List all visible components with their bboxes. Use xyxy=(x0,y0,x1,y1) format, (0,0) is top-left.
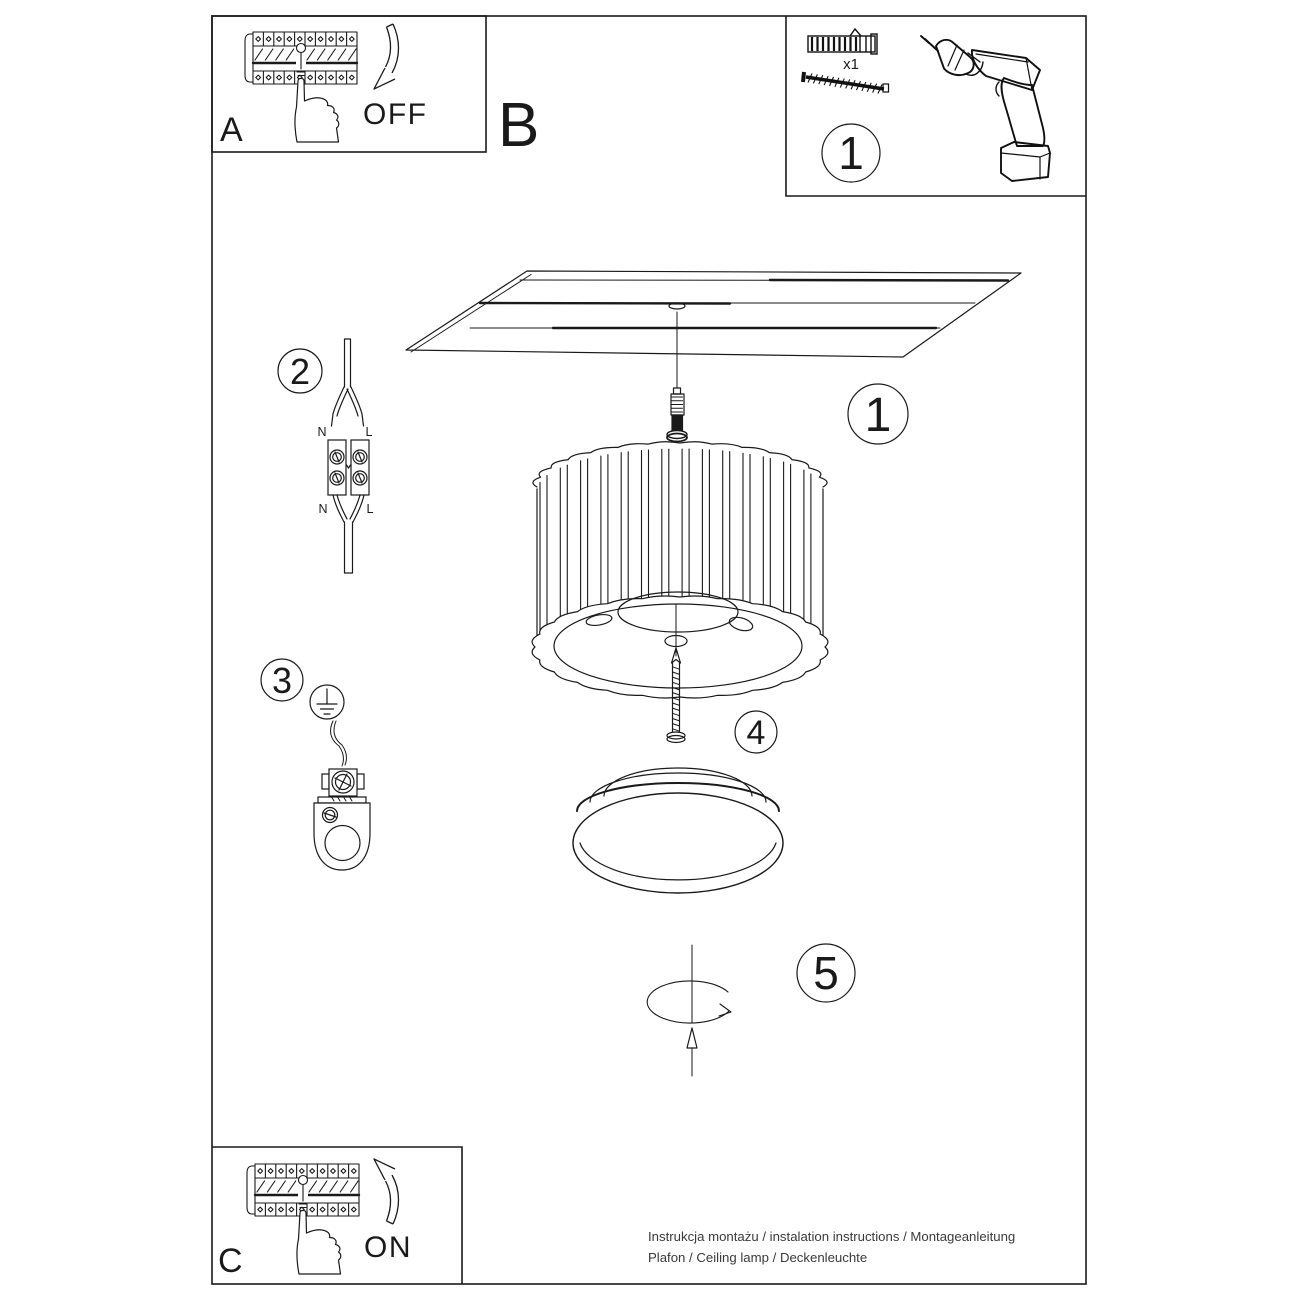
tools-box xyxy=(803,29,1050,182)
gen-line xyxy=(673,703,680,705)
screw-head xyxy=(803,72,804,82)
up-arrow-head xyxy=(687,1028,697,1048)
gen-line xyxy=(673,698,680,700)
breaker-panel-icon xyxy=(245,32,357,84)
drill-bit xyxy=(921,36,938,51)
gen-line xyxy=(673,713,680,715)
curved-arrow-up-icon xyxy=(374,1159,399,1224)
gen-line xyxy=(673,708,680,710)
terminal-tab-right xyxy=(357,774,364,789)
breaker-panel-icon xyxy=(247,1164,359,1216)
plug-flange xyxy=(871,34,877,54)
cable-top xyxy=(345,339,351,387)
wall-plug-icon xyxy=(808,29,877,54)
diffuser-drawing xyxy=(573,768,783,893)
ceiling-seam1-thick xyxy=(770,280,1008,281)
arrow-outer xyxy=(392,1175,399,1224)
footer-line2: Plafon / Ceiling lamp / Deckenleuchte xyxy=(648,1250,868,1265)
gen-line xyxy=(673,718,680,720)
gen-line xyxy=(673,729,680,731)
step-number-3: 3 xyxy=(271,660,293,701)
plug-barb xyxy=(850,29,861,36)
shade-top-rim xyxy=(533,442,827,487)
arrow-outer xyxy=(392,24,399,73)
ground-terminal-drawing xyxy=(322,769,364,801)
step2-wiring xyxy=(278,339,374,573)
ground-wire xyxy=(331,721,347,766)
panel-c-switch-on xyxy=(218,1159,412,1280)
box-c-label: C xyxy=(218,1242,243,1280)
arrow-inner xyxy=(386,27,391,67)
step-number-1: 1 xyxy=(864,389,892,442)
on-label: ON xyxy=(364,1231,412,1264)
drill-icon xyxy=(921,36,1050,181)
terminal-notch xyxy=(347,465,351,468)
anchor-cap xyxy=(674,388,681,394)
drill-battery xyxy=(1001,142,1050,181)
main-assembly xyxy=(406,271,1021,1076)
arrow-cap xyxy=(387,24,394,27)
label-l-top: L xyxy=(365,425,373,439)
box-a-label: A xyxy=(220,111,243,149)
panel-a-switch-off xyxy=(220,24,428,149)
label-l-bottom: L xyxy=(366,502,374,516)
ceiling-seam2-thick xyxy=(480,303,730,304)
anchor-bolt-drawing xyxy=(667,388,687,442)
rotation-ellipse xyxy=(647,981,729,1023)
wire-split-top xyxy=(332,387,364,426)
anchor-ribs xyxy=(672,397,683,412)
step-number-2: 2 xyxy=(289,351,311,392)
pointing-hand-icon xyxy=(295,78,339,142)
arrow-cap xyxy=(387,1221,394,1224)
curved-arrow-down-icon xyxy=(374,24,399,89)
rotation-arrowhead xyxy=(719,1004,731,1016)
ceiling-outline xyxy=(406,271,1021,357)
plug-ribs xyxy=(812,37,856,51)
footer-line1: Instrukcja montażu / instalation instructions / Montageanleitung xyxy=(648,1229,1016,1244)
terminal-left xyxy=(328,440,346,495)
anchor-qty-label: x1 xyxy=(843,56,859,73)
drill-trigger xyxy=(996,82,999,96)
label-n-bottom: N xyxy=(318,502,328,516)
step-number-4: 4 xyxy=(746,714,766,752)
diffuser-body xyxy=(573,793,783,893)
label-n-top: N xyxy=(317,425,327,439)
arrow-inner xyxy=(386,1181,391,1221)
footer xyxy=(648,1229,1015,1265)
off-label: OFF xyxy=(363,98,428,131)
arrow-head xyxy=(374,68,395,89)
gen-line xyxy=(673,724,680,726)
terminal-tab-left xyxy=(322,774,329,789)
bracket-lip xyxy=(318,797,366,803)
terminal-right xyxy=(351,440,369,495)
screw-icon xyxy=(803,72,889,94)
rotate-arrow-icon xyxy=(647,945,731,1076)
step-number-1-tools: 1 xyxy=(838,127,864,179)
step3-grounding xyxy=(261,659,370,870)
screw-shaft xyxy=(806,77,884,89)
section-b-label: B xyxy=(498,91,540,160)
cable-bottom xyxy=(345,522,353,573)
step-number-5: 5 xyxy=(813,947,839,999)
mounting-bracket-drawing xyxy=(314,797,370,870)
tools-box-border xyxy=(786,16,1086,196)
pointing-hand-icon xyxy=(297,1210,341,1274)
wire-merge-bottom xyxy=(333,495,364,522)
drill-battery-edges xyxy=(1001,153,1050,179)
ground-symbol-icon xyxy=(310,685,344,719)
ceiling-panel-drawing xyxy=(406,271,1021,388)
arrow-head xyxy=(374,1159,395,1180)
